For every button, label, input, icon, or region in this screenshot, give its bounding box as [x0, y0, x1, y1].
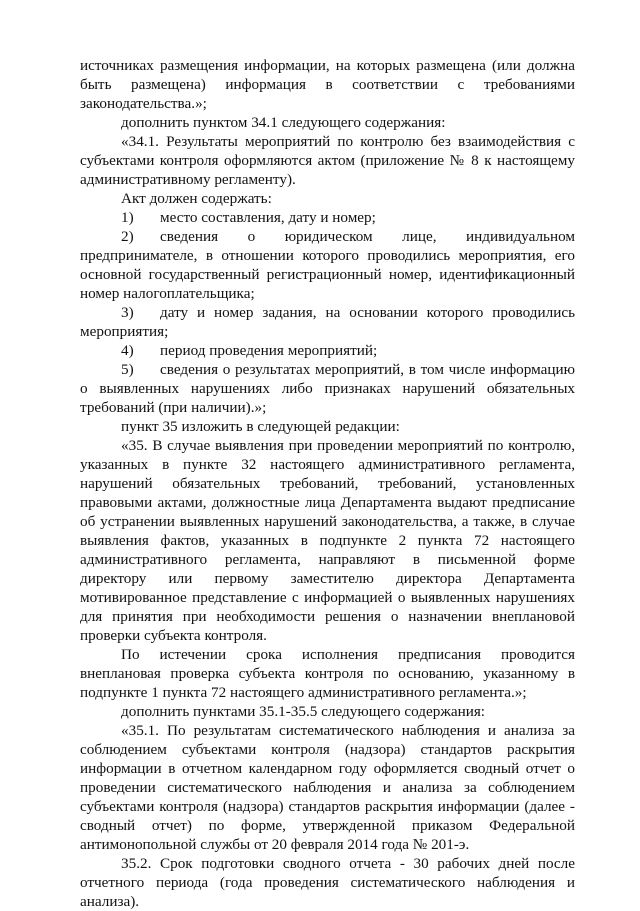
list-item-text: сведения о результатах мероприятий, в том числе информацию о выявленных нарушениях либо признаках нарушений обязательных требований (при наличии).»;	[80, 361, 575, 416]
paragraph: пункт 35 изложить в следующей редакции:	[121, 418, 400, 435]
list-item	[80, 360, 575, 417]
list-item	[80, 208, 575, 227]
list-item	[80, 341, 575, 360]
list-item-number: 2)	[121, 228, 134, 245]
paragraph: Акт должен содержать:	[121, 190, 272, 207]
paragraph: дополнить пунктами 35.1-35.5 следующего содержания:	[121, 703, 486, 720]
list-item	[80, 227, 575, 303]
list-item-number: 3)	[121, 304, 134, 321]
list-item-text: период проведения мероприятий;	[160, 342, 378, 359]
paragraph: По истечении срока исполнения предписания проводится внеплановая проверка субъекта контроля по основанию, указанному в подпункте 1 пункта 72 настоящего административного регламента.»;	[80, 646, 575, 701]
list-item	[80, 303, 575, 341]
paragraph: «35.1. По результатам систематического наблюдения и анализа за соблюдением субъектами контроля (надзора) стандартов раскрытия информации в отчетном календарном году оформляется сводный отчет о проведении систематического наблюдения и анализа за соблюдением субъектами контроля (надзора) стандартов раскрытия информации (далее - сводный отчет) по форме, утвержденной приказом Федеральной антимонопольной службы от 20 февраля 2014 года № 201-э.	[80, 722, 575, 853]
paragraph: источниках размещения информации, на которых размещена (или должна быть размещена) информация в соответствии с требованиями законодательства.»;	[80, 57, 575, 112]
list-item-number: 1)	[121, 209, 134, 226]
paragraph: «35. В случае выявления при проведении мероприятий по контролю, указанных в пункте 32 настоящего административного регламента, нарушений обязательных требований, требований, установленных правовыми актами, должностные лица Департамента выдают предписание об устранении выявленных нарушений законодательства, а также, в случае выявления фактов, указанных в подпункте 2 пункта 72 настоящего административного регламента, направляют в письменной форме директору или первому заместителю директора Департамента мотивированное представление с информацией о выявленных нарушениях для принятия при необходимости решения о назначении внеплановой проверки субъекта контроля.	[80, 437, 575, 644]
paragraph: дополнить пунктом 34.1 следующего содержания:	[121, 114, 446, 131]
list-item-text: сведения о юридическом лице, индивидуальном предпринимателе, в отношении которого проводились мероприятия, его основной государственный регистрационный номер, идентификационный номер налогоплательщика;	[80, 228, 575, 302]
list-item-number: 4)	[121, 342, 134, 359]
paragraph: 35.2. Срок подготовки сводного отчета - 30 рабочих дней после отчетного периода (года проведения систематического наблюдения и анализа).	[80, 855, 575, 910]
list-item-text: место составления, дату и номер;	[160, 209, 376, 226]
list-item-text: дату и номер задания, на основании которого проводились мероприятия;	[80, 304, 575, 340]
list-item-number: 5)	[121, 361, 134, 378]
paragraph: «34.1. Результаты мероприятий по контролю без взаимодействия с субъектами контроля оформляются актом (приложение № 8 к настоящему административному регламенту).	[80, 133, 575, 188]
document-body	[80, 56, 575, 911]
